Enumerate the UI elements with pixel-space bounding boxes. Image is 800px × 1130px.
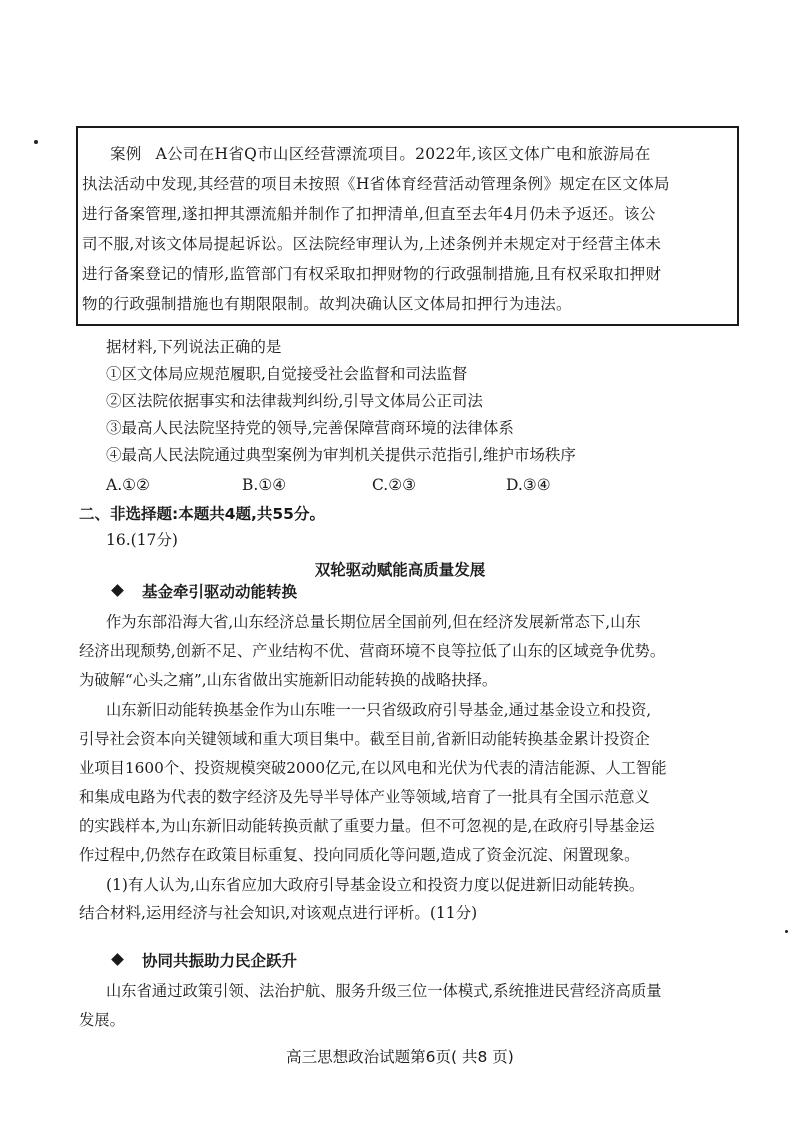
bullet-heading [113, 954, 297, 970]
scan-speck [34, 140, 38, 144]
statement: ①区文体局应规范履职,自觉接受社会监督和司法监督 [106, 365, 468, 383]
diamond-bullet-icon [111, 953, 124, 966]
paragraph-line: 作为东部沿海大省,山东经济总量长期位居全国前列,但在经济发展新常态下,山东 [106, 613, 641, 631]
case-line [110, 147, 651, 163]
paragraph-line: 的实践样本,为山东新旧动能转换贡献了重要力量。但不可忽视的是,在政府引导基金运 [79, 817, 655, 835]
statement: ②区法院依据事实和法律裁判纠纷,引导文体局公正司法 [106, 392, 483, 410]
paragraph-line: 引导社会资本向关键领域和重大项目集中。截至目前,省新旧动能转换基金累计投资企 [79, 730, 650, 748]
bullet-text: 基金牵引驱动动能转换 [142, 583, 298, 601]
paragraph-line: 山东省通过政策引领、法治护航、服务升级三位一体模式,系统推进民营经济高质量 [106, 982, 662, 1000]
question-stem: 据材料,下列说法正确的是 [106, 338, 282, 356]
scan-speck [785, 930, 788, 933]
paragraph-line: 发展。 [79, 1011, 125, 1029]
material-title: 双轮驱动赋能高质量发展 [314, 561, 486, 579]
section-heading: 二、非选择题:本题共4题,共55分。 [79, 505, 325, 523]
case-line: 司不服,对该文体局提起诉讼。区法院经审理认为,上述条例并未规定对于经营主体未 [82, 235, 662, 253]
case-label: 案例 [110, 145, 142, 163]
option-d: D.③④ [506, 476, 551, 494]
paragraph-line: 和集成电路为代表的数字经济及先导半导体产业等领域,培育了一批具有全国示范意义 [79, 788, 650, 806]
case-line: 进行备案管理,遂扣押其漂流船并制作了扣押清单,但直至去年4月仍未予返还。该公 [82, 205, 656, 223]
page-footer: 高三思想政治试题第6页( 共8 页) [286, 1048, 514, 1066]
paragraph-line: 作过程中,仍然存在政策目标重复、投向同质化等问题,造成了资金沉淀、闲置现象。 [79, 846, 640, 864]
case-line: 执法活动中发现,其经营的项目未按照《H省体育经营活动管理条例》规定在区文体局 [82, 175, 670, 193]
case-line: 进行备案登记的情形,监管部门有权采取扣押财物的行政强制措施,且有权采取扣押财 [82, 265, 662, 283]
option-b: B.①④ [242, 476, 287, 494]
paragraph-line: 山东新旧动能转换基金作为山东唯一一只省级政府引导基金,通过基金设立和投资, [106, 701, 652, 719]
sub-question-line: 结合材料,运用经济与社会知识,对该观点进行评析。(11分) [79, 904, 478, 922]
sub-question-line: (1)有人认为,山东省应加大政府引导基金设立和投资力度以促进新旧动能转换。 [106, 876, 645, 894]
bullet-heading [113, 585, 297, 601]
statement: ④最高人民法院通过典型案例为审判机关提供示范指引,维护市场秩序 [106, 446, 576, 464]
statement: ③最高人民法院坚持党的领导,完善保障营商环境的法律体系 [106, 419, 514, 437]
option-a: A.①② [106, 476, 150, 494]
case-text: A公司在H省Q市山区经营漂流项目。2022年,该区文体广电和旅游局在 [155, 145, 651, 163]
option-c: C.②③ [372, 476, 417, 494]
paragraph-line: 业项目1600个、投资规模突破2000亿元,在以风电和光伏为代表的清洁能源、人工智能 [79, 759, 667, 777]
paragraph-line: 为破解“心头之痛”,山东省做出实施新旧动能转换的战略抉择。 [79, 671, 498, 689]
case-line: 物的行政强制措施也有期限限制。故判决确认区文体局扣押行为违法。 [82, 295, 572, 313]
question-number: 16.(17分) [106, 531, 178, 549]
paragraph-line: 经济出现颓势,创新不足、产业结构不优、营商环境不良等拉低了山东的区域竞争优势。 [79, 642, 666, 660]
bullet-text: 协同共振助力民企跃升 [142, 952, 298, 970]
diamond-bullet-icon [111, 584, 124, 597]
